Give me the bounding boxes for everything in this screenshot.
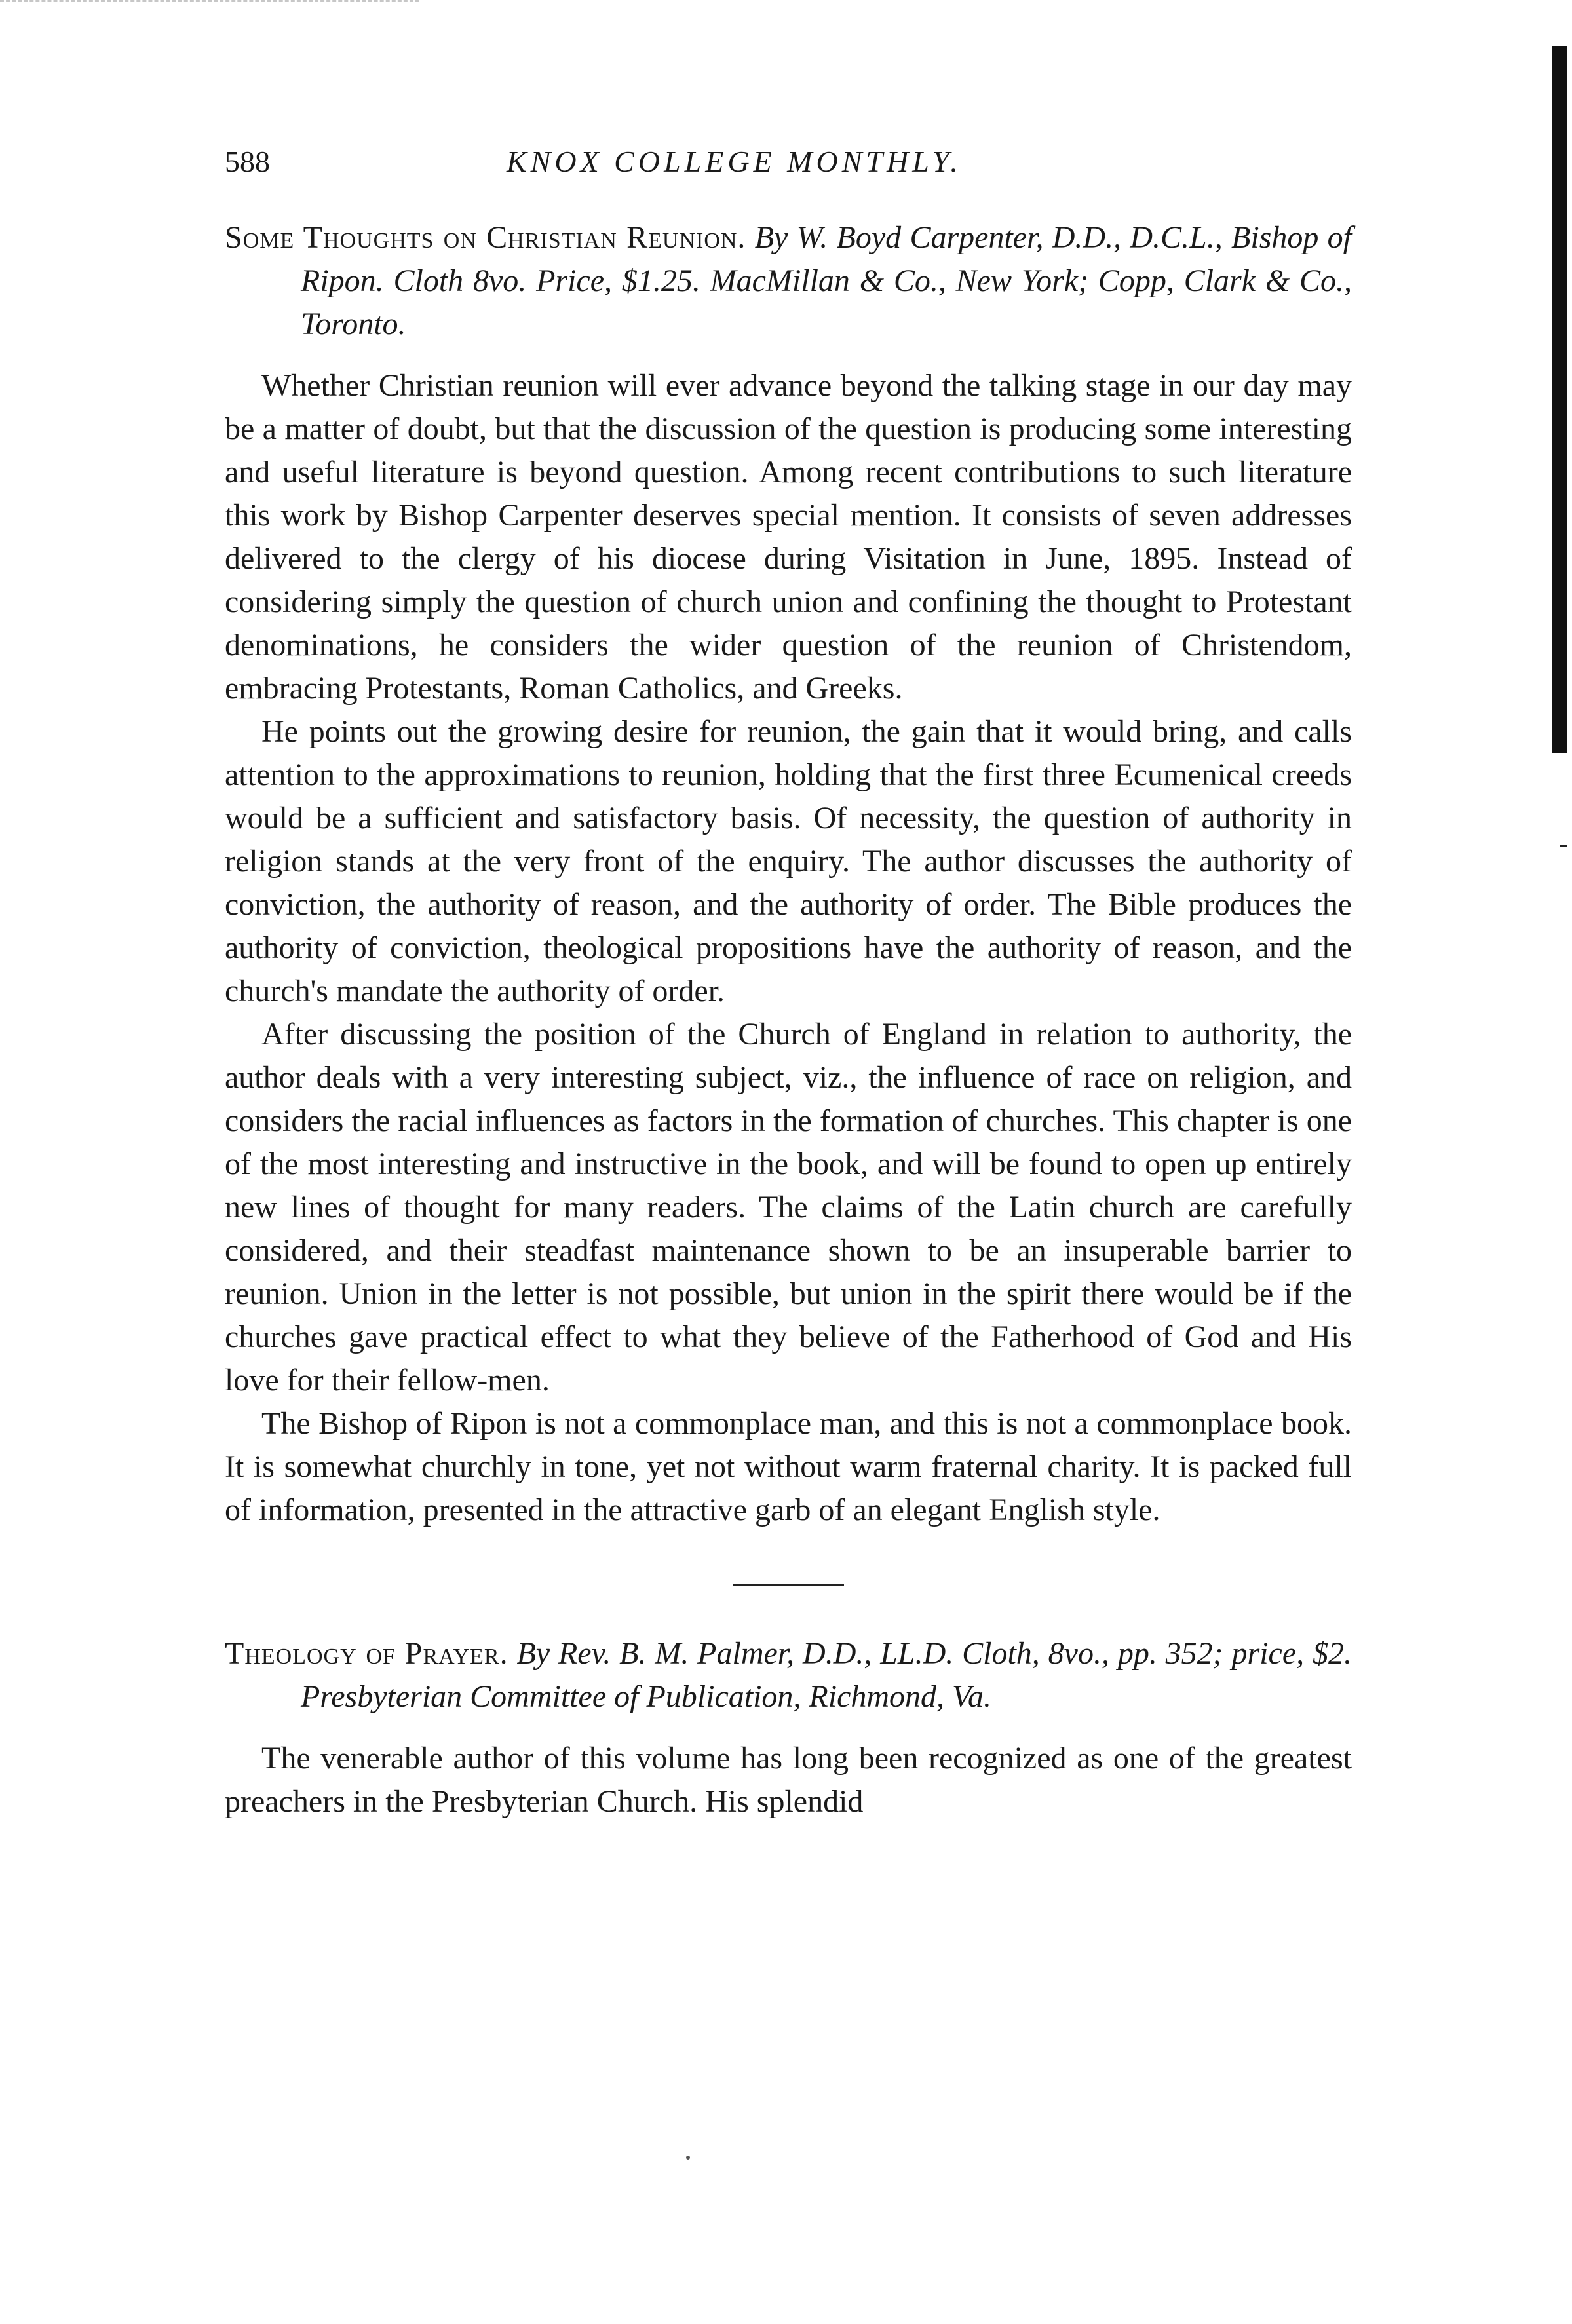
paragraph: The venerable author of this volume has long been recognized as one of the greatest preachers in the Presbyterian Church. His splendid — [225, 1741, 1352, 1819]
review-1 — [225, 216, 1352, 1532]
book-title: Theology of Prayer. — [225, 1636, 508, 1671]
scan-binding-edge — [1552, 46, 1567, 753]
scan-mark — [1560, 845, 1567, 847]
scan-speck — [686, 2156, 690, 2160]
review-2 — [225, 1632, 1352, 1823]
paragraph: After discussing the position of the Church of England in relation to authority, the author deals with a very interesting subject, viz., the influence of race on religion, and considers the racial influences as factors in the formation of churches. This chapter is one of the most interesting and instructive in the book, and will be found to open up entirely new lines of thought for many readers. The claims of the Latin church are carefully considered, and their steadfast maintenance shown to be an insuperable barrier to reunion. Union in the letter is not possible, but union in the spirit there would be if the churches gave practical effect to what they believe of the Fatherhood of God and His love for their fellow-men. — [225, 1017, 1352, 1398]
paragraph: The Bishop of Ripon is not a commonplace man, and this is not a commonplace book. It is somewhat churchly in tone, yet not without warm fraternal charity. It is packed full of information, presented in the attractive garb of an elegant English style. — [225, 1406, 1352, 1527]
section-divider — [733, 1584, 844, 1586]
page — [225, 144, 1352, 1823]
book-details: By Rev. B. M. Palmer, D.D., LL.D. Cloth, 8vo., pp. 352; price, $2. Presbyterian Committee of Publication, Richmond, Va. — [301, 1636, 1352, 1714]
running-head — [225, 144, 1352, 197]
citation — [225, 1632, 1352, 1719]
citation — [225, 216, 1352, 346]
journal-title: KNOX COLLEGE MONTHLY. — [507, 145, 962, 178]
paragraph: He points out the growing desire for reunion, the gain that it would bring, and calls attention to the approximations to reunion, holding that the first three Ecumenical creeds would be a sufficient and satisfactory basis. Of necessity, the question of authority in religion stands at the very front of the enquiry. The author discusses the authority of conviction, the authority of reason, and the authority of order. The Bible produces the authority of conviction, theological propositions have the authority of reason, and the church's mandate the authority of order. — [225, 714, 1352, 1008]
book-details: By W. Boyd Carpenter, D.D., D.C.L., Bishop of Ripon. Cloth 8vo. Price, $1.25. MacMillan & Co., New York; Copp, Clark & Co., Toronto. — [301, 220, 1352, 341]
book-title: Some Thoughts on Christian Reunion. — [225, 220, 746, 255]
scan-edge-noise — [0, 0, 419, 18]
page-number: 588 — [225, 145, 270, 178]
paragraph: Whether Christian reunion will ever advance beyond the talking stage in our day may be a matter of doubt, but that the discussion of the question is producing some interesting and useful literature is beyond question. Among recent contributions to such literature this work by Bishop Carpenter deserves special mention. It consists of seven addresses delivered to the clergy of his diocese during Visitation in June, 1895. Instead of considering simply the question of church union and confining the thought to Protestant denominations, he considers the wider question of the reunion of Christendom, embracing Protestants, Roman Catholics, and Greeks. — [225, 368, 1352, 706]
